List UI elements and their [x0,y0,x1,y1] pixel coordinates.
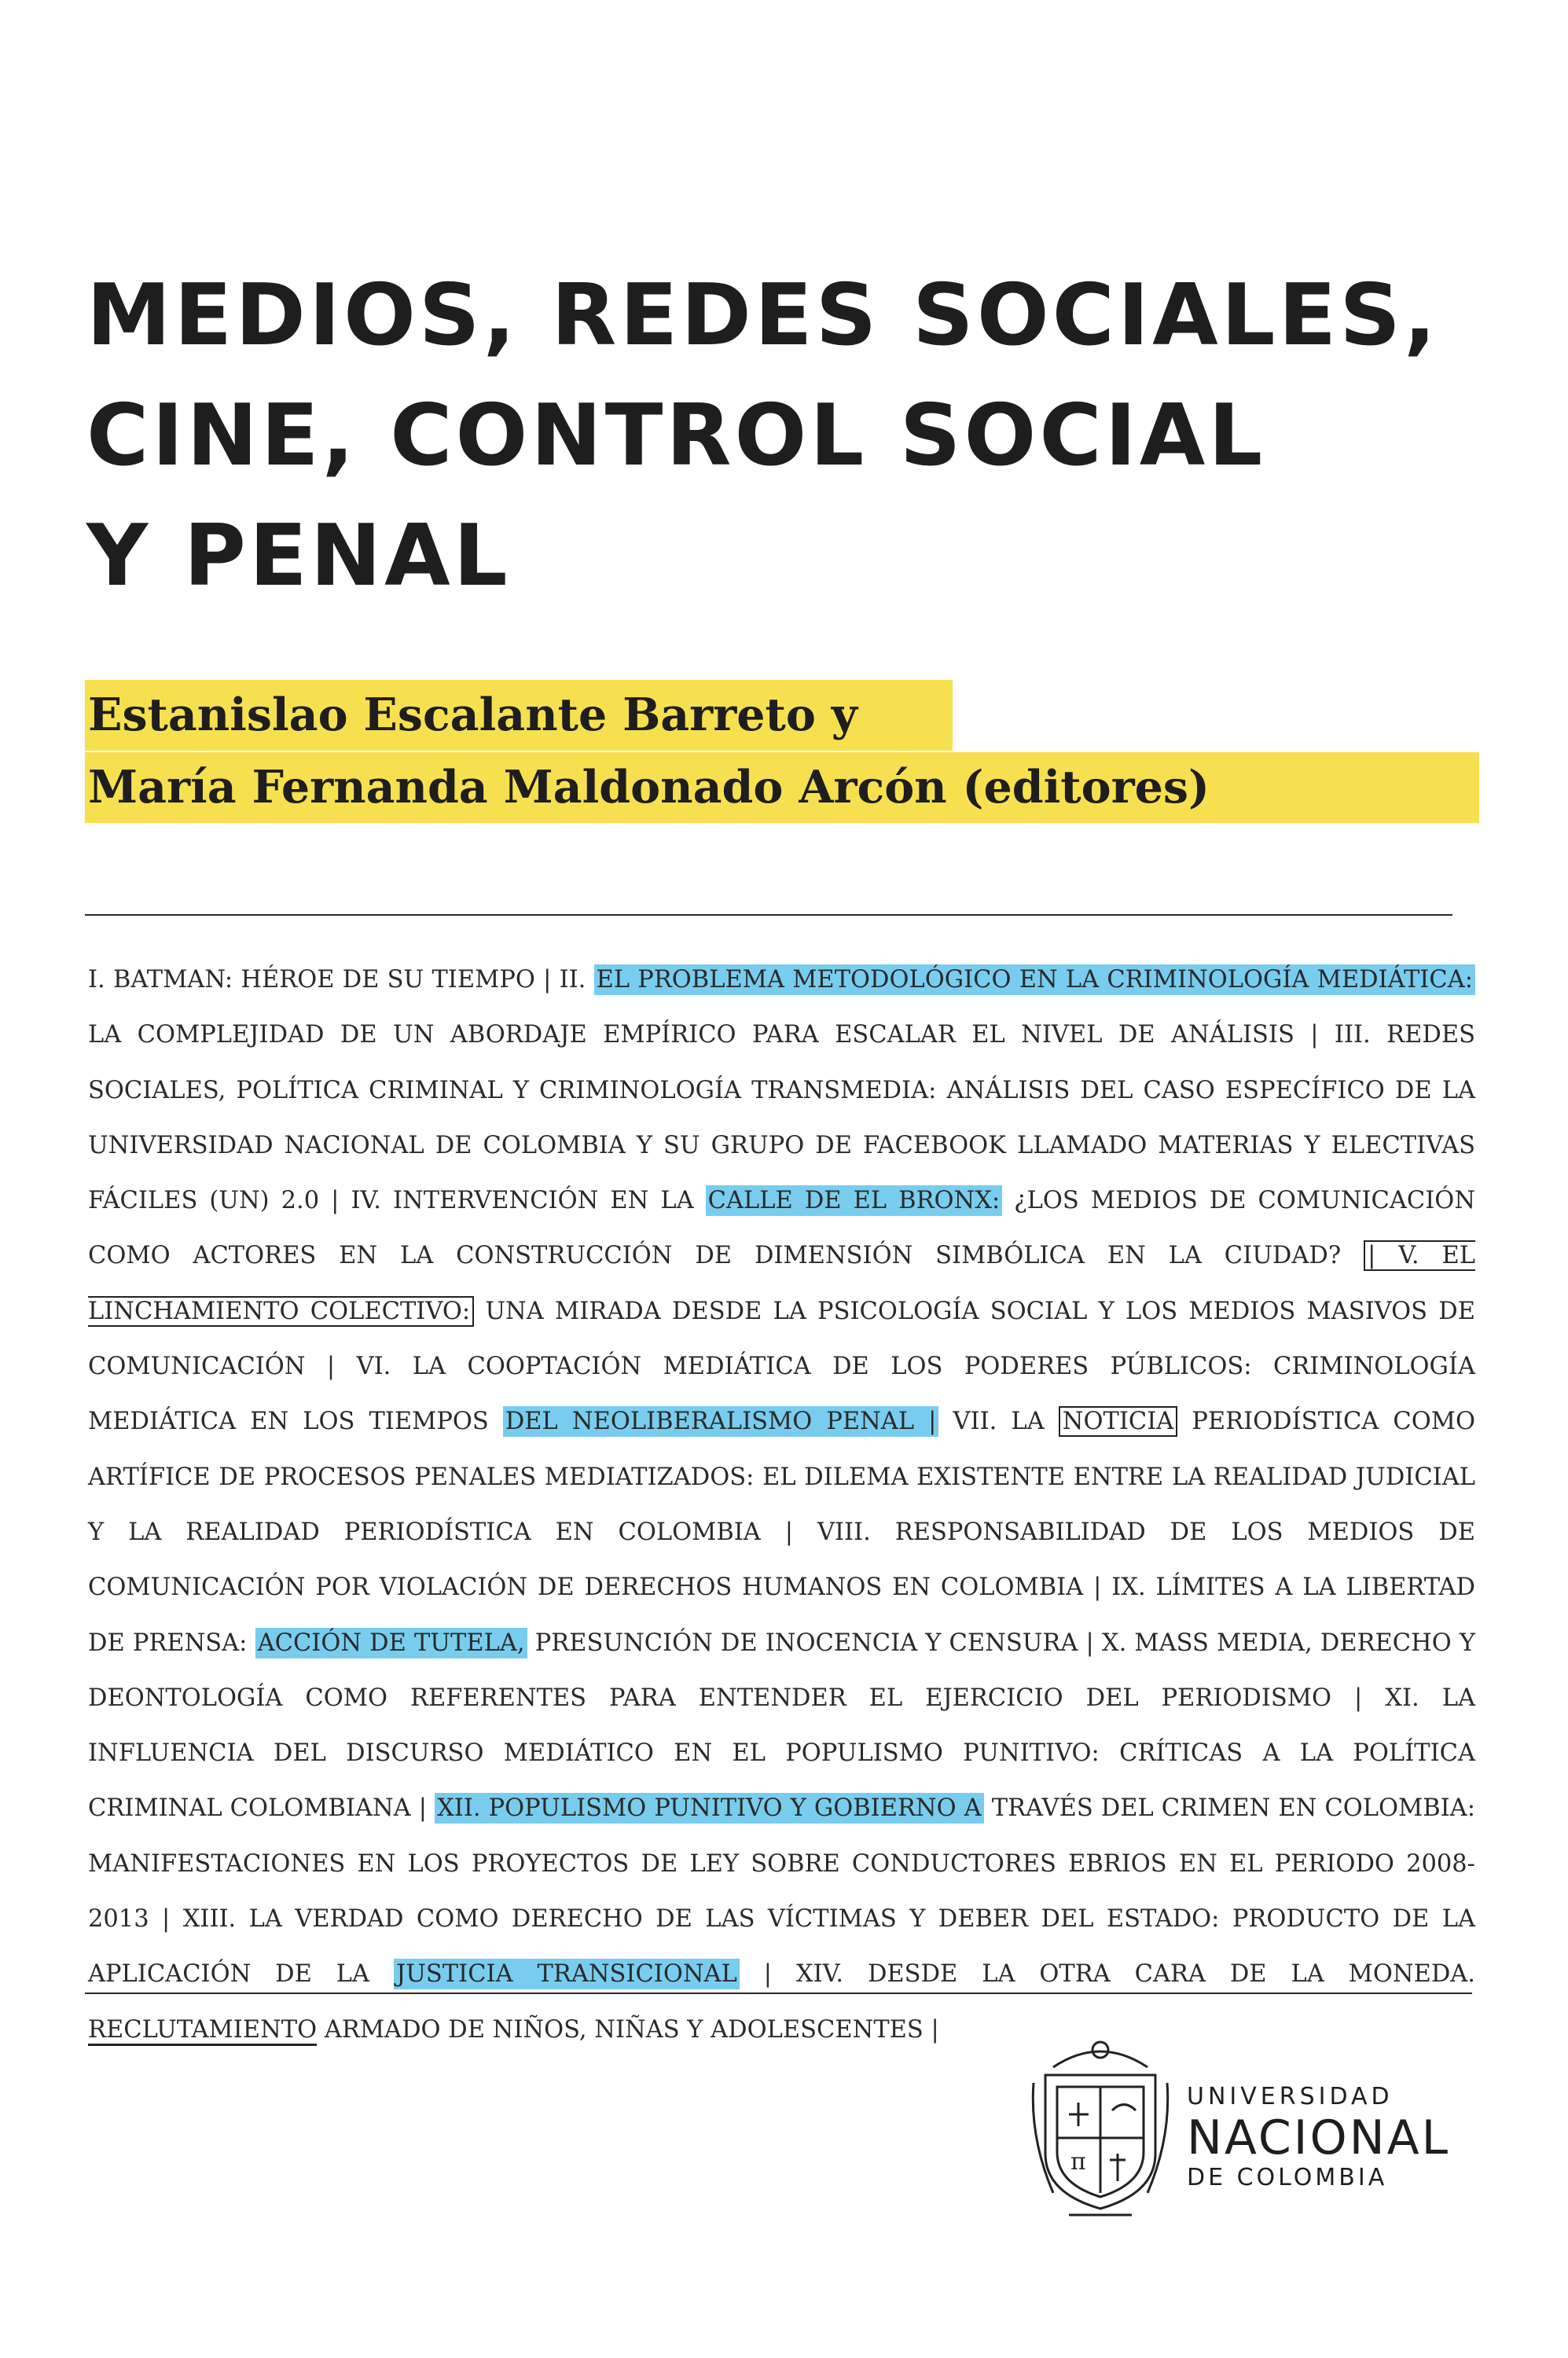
editors-line-2: María Fernanda Maldonado Arcón (editores) [85,752,1479,823]
title-line-2: CINE, CONTROL SOCIAL [86,387,1266,485]
editors-line-1: Estanislao Escalante Barreto y [85,680,953,751]
chapter-text: PERIODÍSTICA COMO ARTÍFICE DE PROCESOS PENALES MEDIATIZADOS: EL DILEMA EXISTENTE ENTRE LA REALIDAD JUDICIAL Y LA REALIDAD PERIODÍSTICA EN COLOMBIA | VIII. RESPONSABILIDAD DE LOS MEDIOS DE COMUNICACIÓN POR VIOLACIÓN DE DERECHOS HUMANOS EN COLOMBIA | IX. LÍMITES A LA LIBERTAD DE PRENSA: [88,1408,1475,1657]
chapter-text: PRESUNCIÓN DE INOCENCIA Y CENSURA | X. MASS MEDIA, DERECHO Y DEONTOLOGÍA COMO REFERENTES PARA ENTENDER EL EJERCICIO DEL PERIODISMO | XI. LA INFLUENCIA DEL DISCURSO MEDIÁTICO EN EL POPULISMO PUNITIVO: CRÍTICAS A LA POLÍTICA CRIMINAL COLOMBIANA | [88,1629,1475,1823]
svg-text:π: π [1070,2148,1086,2176]
university-logo-text [1187,2081,1450,2193]
chapter-text: ¿LOS MEDIOS DE COMUNICACIÓN COMO ACTORES EN LA CONSTRUCCIÓN DE DIMENSIÓN SIMBÓLICA EN LA CIUDAD? [88,1187,1475,1270]
boxed-chapter-text: | V. EL LINCHAMIENTO COLECTIVO: [88,1242,1475,1325]
title-line-1: MEDIOS, REDES SOCIALES, [86,266,1440,365]
highlighted-chapter-text: DEL NEOLIBERALISMO PENAL | [503,1406,939,1437]
university-line-3: DE COLOMBIA [1187,2164,1388,2191]
university-seal-icon [1030,2036,1171,2220]
university-line-2: NACIONAL [1187,2110,1451,2165]
chapter-text: LA COMPLEJIDAD DE UN ABORDAJE EMPÍRICO PARA ESCALAR EL NIVEL DE ANÁLISIS | III. REDES SOCIALES, POLÍTICA CRIMINAL Y CRIMINOLOGÍA TRANSMEDIA: ANÁLISIS DEL CASO ESPECÍFICO DE LA UNIVERSIDAD NACIONAL DE COLOMBIA Y SU GRUPO DE FACEBOOK LLAMADO MATERIAS Y ELECTIVAS FÁCILES (UN) 2.0 | IV. INTERVENCIÓN EN LA [88,1021,1475,1215]
chapter-text: ARMADO DE NIÑOS, NIÑAS Y ADOLESCENTES | [317,2015,939,2044]
book-title [86,255,1501,616]
boxed-chapter-text: NOTICIA [1059,1406,1178,1437]
editors-block [85,680,1479,825]
chapter-text: TRAVÉS DEL CRIMEN EN COLOMBIA: MANIFESTACIONES EN LOS PROYECTOS DE LEY SOBRE CONDUCTORES EBRIOS EN EL PERIODO 2008-2013 | XIII. LA VERDAD COMO DERECHO DE LAS VÍCTIMAS Y DEBER DEL ESTADO: PRODUCTO DE LA APLICACIÓN DE LA [88,1794,1475,1989]
title-line-3: Y PENAL [86,507,511,605]
university-line-1: UNIVERSIDAD [1187,2083,1394,2110]
chapter-text: VII. LA [938,1408,1059,1436]
table-of-contents [88,953,1475,2058]
highlighted-chapter-text: ACCIÓN DE TUTELA, [255,1628,527,1658]
highlighted-chapter-text: XII. POPULISMO PUNITIVO Y GOBIERNO A [435,1793,984,1824]
highlighted-chapter-text: EL PROBLEMA METODOLÓGICO EN LA CRIMINOLOGÍA MEDIÁTICA: [594,964,1475,995]
bottom-divider [85,1993,1472,1994]
chapter-text: UNA MIRADA DESDE LA PSICOLOGÍA SOCIAL Y LOS MEDIOS MASIVOS DE COMUNICACIÓN | VI. LA COOPTACIÓN MEDIÁTICA DE LOS PODERES PÚBLICOS: CRIMINOLOGÍA MEDIÁTICA EN LOS TIEMPOS [88,1297,1475,1436]
chapter-text: I. BATMAN: HÉROE DE SU TIEMPO | II. [88,966,594,994]
highlighted-chapter-text: JUSTICIA TRANSICIONAL [394,1959,740,1989]
highlighted-chapter-text: CALLE DE EL BRONX: [706,1185,1003,1216]
top-divider [85,914,1452,916]
chapter-text: | XIV. DESDE LA OTRA CARA DE LA MONEDA. [739,1960,1476,1989]
underlined-chapter-text: RECLUTAMIENTO [88,2016,317,2046]
